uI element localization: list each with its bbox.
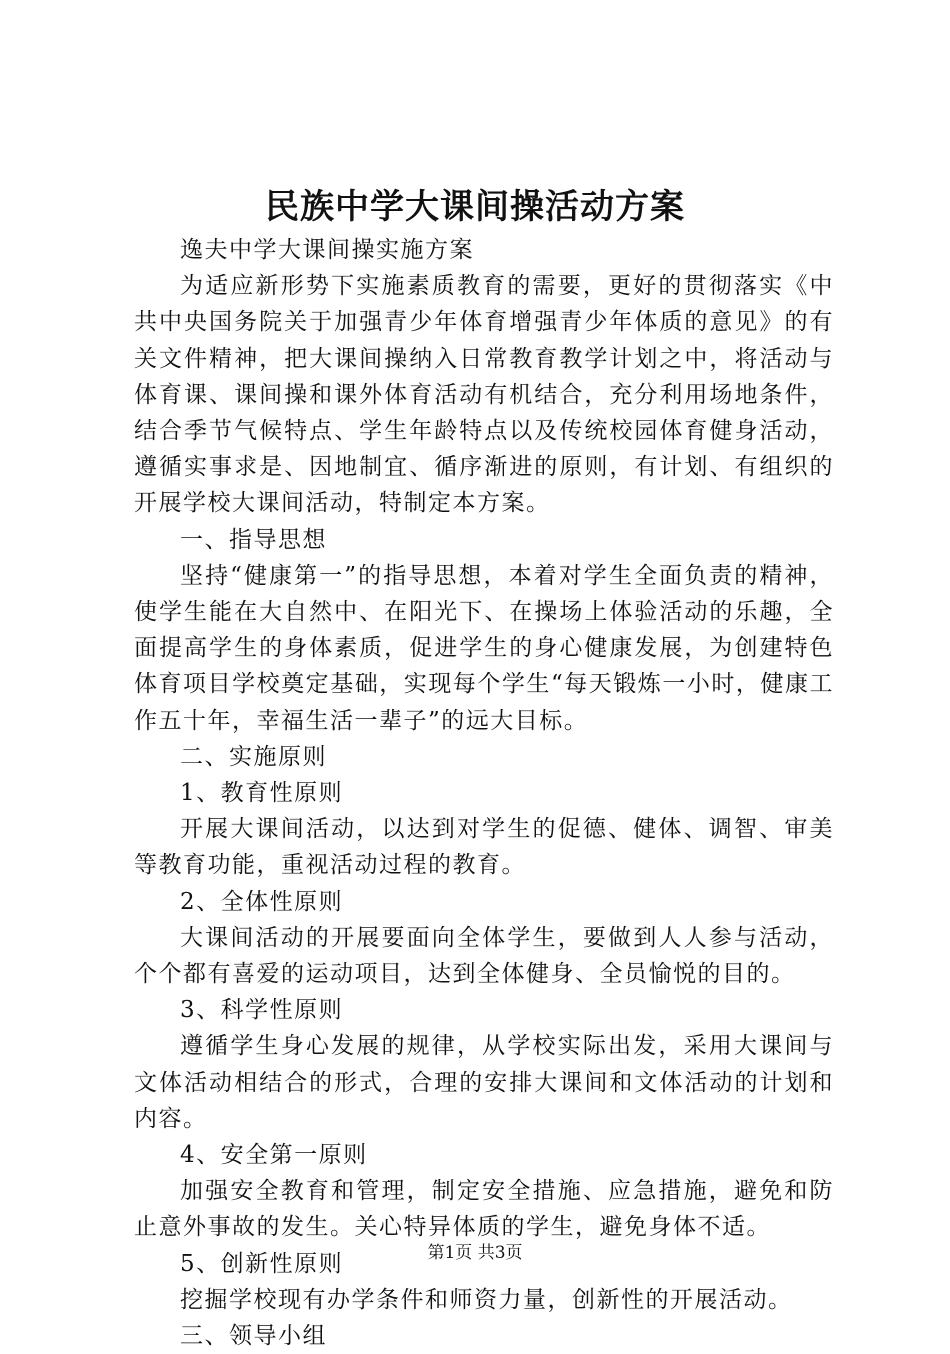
paragraph-educational: 开展大课间活动，以达到对学生的促德、健体、调智、审美等教育功能，重视活动过程的教育。 (134, 816, 834, 879)
intro-subtitle: 逸夫中学大课间操实施方案 (180, 237, 474, 263)
subheading-innovative: 5、创新性原则 (180, 1250, 344, 1277)
section-heading-principles: 二、实施原则 (180, 743, 327, 770)
subheading-scientific: 3、科学性原则 (180, 997, 344, 1024)
subheading-inclusive: 2、全体性原则 (180, 888, 344, 915)
paragraph-innovative: 挖掘学校现有办学条件和师资力量，创新性的开展活动。 (180, 1286, 793, 1313)
subheading-educational: 1、教育性原则 (180, 780, 344, 807)
page-footer: 第1页 共3页 (427, 1243, 523, 1263)
paragraph-scientific: 遵循学生身心发展的规律，从学校实际出发，采用大课间与文体活动相结合的形式，合理的安排大课间和文体活动的计划和内容。 (134, 1033, 834, 1132)
document-title: 民族中学大课间操活动方案 (265, 187, 685, 227)
section-heading-leadership: 三、领导小组 (180, 1323, 327, 1350)
paragraph-safety: 加强安全教育和管理，制定安全措施、应急措施，避免和防止意外事故的发生。关心特异体质的学生，避免身体不适。 (134, 1178, 834, 1241)
section-heading-guiding-ideology: 一、指导思想 (180, 526, 327, 553)
document-body (134, 232, 834, 1354)
paragraph-preamble: 为适应新形势下实施素质教育的需要，更好的贯彻落实《中共中央国务院关于加强青少年体育增强青少年体质的意见》的有关文件精神，把大课间操纳入日常教育教学计划之中，将活动与体育课、课间操和课外体育活动有机结合，充分利用场地条件，结合季节气候特点、学生年龄特点以及传统校园体育健身活动，遵循实事求是、因地制宜、循序渐进的原则，有计划、有组织的开展学校大课间活动，特制定本方案。 (134, 273, 834, 517)
paragraph-guiding-ideology: 坚持“健康第一”的指导思想，本着对学生全面负责的精神，使学生能在大自然中、在阳光下、在操场上体验活动的乐趣，全面提高学生的身体素质，促进学生的身心健康发展，为创建特色体育项目学校奠定基础，实现每个学生“每天锻炼一小时，健康工作五十年，幸福生活一辈子”的远大目标。 (134, 562, 834, 734)
subheading-safety: 4、安全第一原则 (180, 1142, 368, 1169)
paragraph-inclusive: 大课间活动的开展要面向全体学生，要做到人人参与活动，个个都有喜爱的运动项目，达到全体健身、全员愉悦的目的。 (134, 924, 834, 988)
